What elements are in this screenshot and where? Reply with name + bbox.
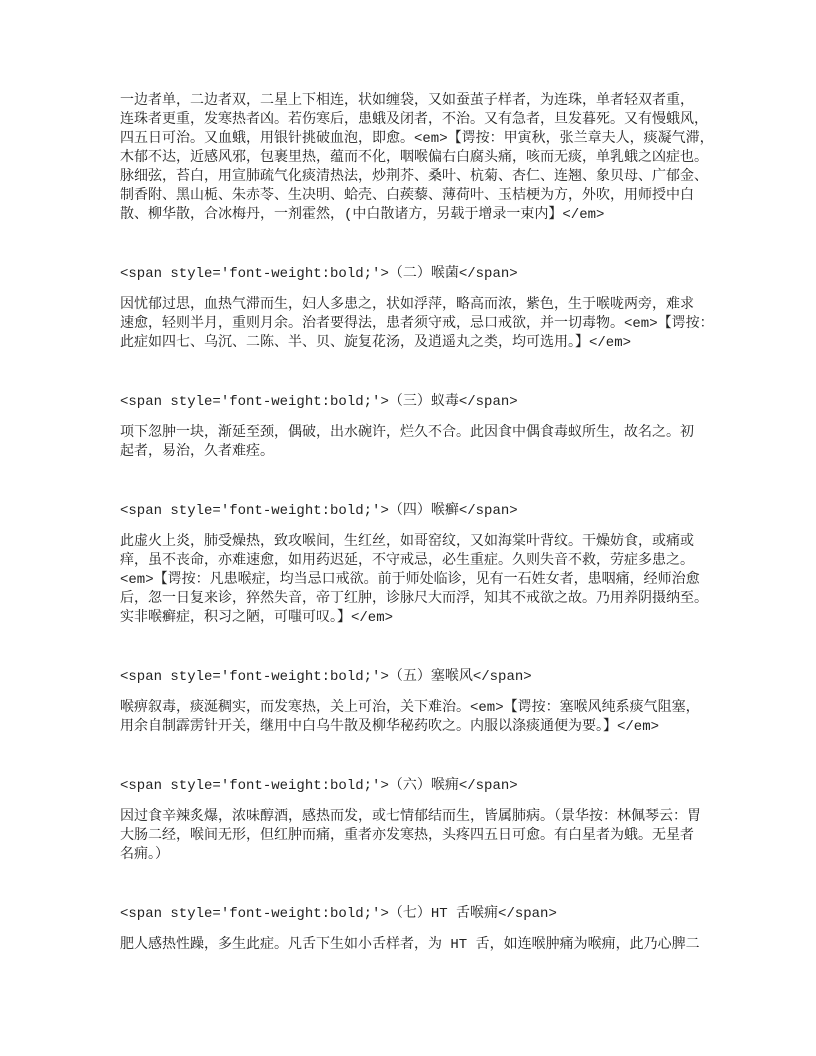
paragraph: [120, 424, 720, 462]
document-section: [120, 905, 720, 955]
paragraph-line: 速愈，轻则半月，重则月余。治者要得法，患者须守戒，忌口戒欲，并一切毒物。<em>【谔按：: [120, 316, 714, 332]
paragraph-line: 项下忽肿一块，渐延至颈，偶破，出水碗许，烂久不合。此因食中偶食毒蚁所生，故名之。初: [120, 425, 694, 441]
section-heading: <span style='font-weight:bold;'>（六）喉痈</span>: [120, 778, 518, 794]
paragraph-line: 肥人感热性躁，多生此症。凡舌下生如小舌样者，为 HT 舌，如连喉肿痛为喉痈，此乃心脾二: [120, 937, 700, 953]
paragraph-line: 痒，虽不丧命，亦难速愈，如用药迟延，不守戒忌，必生重症。久则失音不救，劳症多患之。: [120, 553, 694, 569]
paragraph: [120, 533, 720, 628]
paragraph-line: 脉细弦，苔白，用宣肺疏气化痰清热法，炒荆芥、桑叶、杭菊、杏仁、连翘、象贝母、广郁金、: [120, 169, 708, 185]
document-section: [120, 393, 720, 462]
document-section: [120, 502, 720, 628]
paragraph-line: 因忧郁过思，血热气滞而生，妇人多患之，状如浮萍，略高而浓，紫色，生于喉咙两旁，难求: [120, 297, 694, 313]
document-section: [120, 668, 720, 737]
paragraph-line: 起者，易治，久者难痊。: [120, 444, 274, 460]
section-heading: <span style='font-weight:bold;'>（二）喉菌</span>: [120, 266, 518, 282]
paragraph-line: 四五日可治。又血蛾，用银针挑破血泡，即愈。<em>【谔按：甲寅秋，张兰章夫人，痰凝气滞，: [120, 131, 714, 147]
paragraph-line: 后，忽一日复来诊，猝然失音，帝丁红肿，诊脉尺大而浮，知其不戒欲之故。乃用养阴摄纳至。: [120, 591, 708, 607]
paragraph-line: 散、柳华散，合冰梅丹，一剂霍然，(中白散诸方，另载于增录一束内】</em>: [120, 207, 605, 223]
paragraph-line: 大肠二经，喉间无形，但红肿而痛，重者亦发寒热，头疼四五日可愈。有白星者为蛾。无星者: [120, 828, 694, 844]
paragraph-line: 用余自制霹雳针开关，继用中白乌牛散及柳华秘药吹之。内服以涤痰通便为要。】</em>: [120, 719, 660, 735]
section-heading: <span style='font-weight:bold;'>（七）HT 舌喉痈</span>: [120, 906, 557, 922]
document-section: [120, 92, 720, 225]
section-heading: <span style='font-weight:bold;'>（五）塞喉风</span>: [120, 669, 532, 685]
paragraph-line: 此虚火上炎，肺受燥热，致攻喉间，生红丝，如哥窑纹，又如海棠叶背纹。干燥妨食，或痛或: [120, 534, 694, 550]
paragraph: [120, 296, 720, 353]
document-section: [120, 777, 720, 865]
document-section: [120, 265, 720, 353]
paragraph: [120, 699, 720, 737]
paragraph-line: 因过食辛辣炙爆，浓味醇酒，感热而发，或七情郁结而生，皆属肺病。（景华按：林佩琴云：胃: [120, 809, 701, 825]
document-body: [120, 92, 720, 955]
paragraph-line: 木郁不达，近感风邪，包裹里热，蕴而不化，咽喉偏右白腐头痛，咳而无痰，单乳蛾之凶症也。: [120, 150, 708, 166]
paragraph-line: 此症如四七、乌沉、二陈、半、贝、旋复花汤，及逍遥丸之类，均可选用。】</em>: [120, 335, 632, 351]
paragraph: [120, 808, 720, 865]
paragraph-line: 连珠者更重，发寒热者凶。若伤寒后，患蛾及闭者，不治。又有急者，旦发暮死。又有慢蛾风，: [120, 112, 708, 128]
paragraph-line: 名痈。）: [120, 847, 169, 863]
paragraph-line: 实非喉癣症，积习之陋，可嗤可叹。】</em>: [120, 610, 394, 626]
paragraph-line: <em>【谔按：凡患喉症，均当忌口戒欲。前于师处临诊，见有一石姓女者，患咽痛，经师治愈: [120, 572, 700, 588]
section-heading: <span style='font-weight:bold;'>（三）蚁毒</span>: [120, 394, 518, 410]
paragraph-line: 制香附、黑山栀、朱赤苓、生决明、蛤壳、白蒺藜、薄荷叶、玉桔梗为方，外吹，用师授中白: [120, 188, 694, 204]
paragraph-line: 一边者单，二边者双，二星上下相连，状如缠袋，又如蚕茧子样者，为连珠，单者轻双者重，: [120, 93, 694, 109]
paragraph: [120, 936, 720, 955]
paragraph: [120, 92, 720, 225]
section-heading: <span style='font-weight:bold;'>（四）喉癣</span>: [120, 503, 518, 519]
paragraph-line: 喉痹叙毒，痰涎稠实，而发寒热，关上可治，关下难治。<em>【谔按：塞喉风纯系痰气阻塞，: [120, 700, 700, 716]
